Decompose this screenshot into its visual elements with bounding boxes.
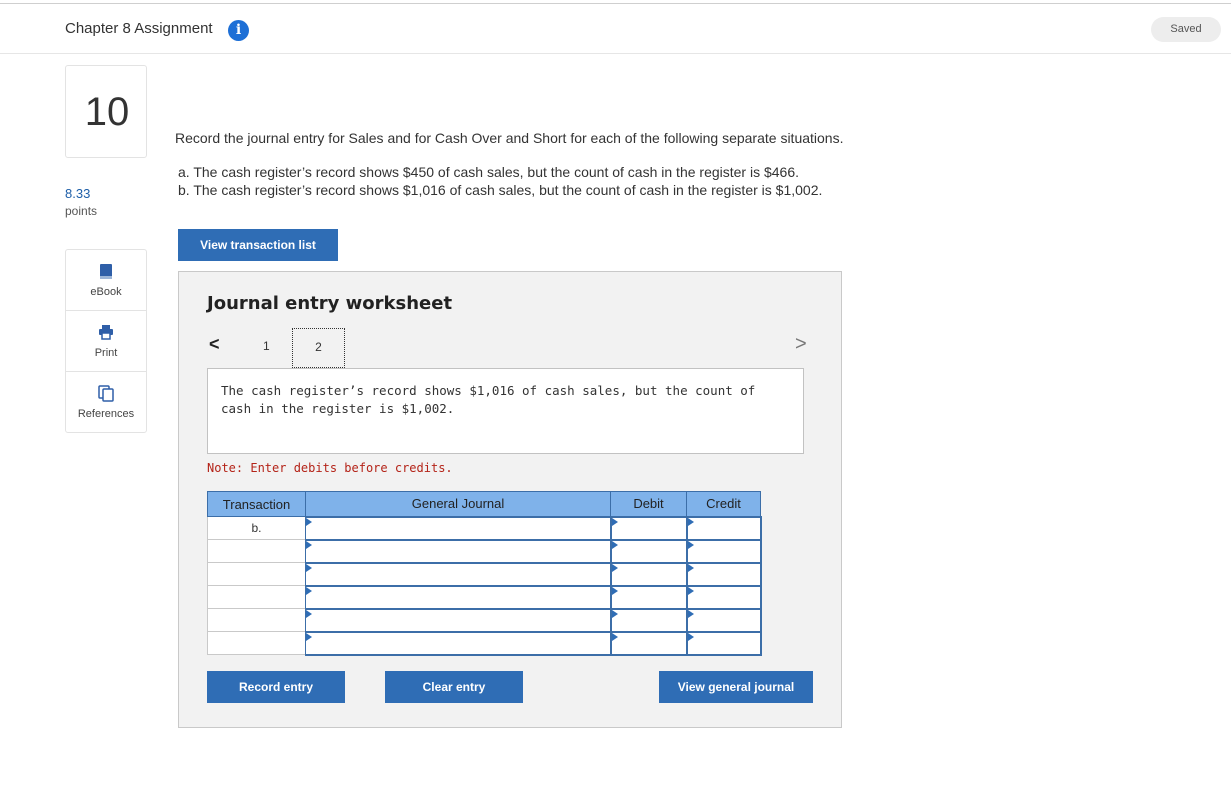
worksheet-page-1[interactable]: 1: [263, 339, 270, 353]
question-number: 10: [84, 90, 130, 134]
table-row: [208, 540, 761, 563]
dropdown-marker-icon: [306, 610, 312, 618]
input-marker-icon: [612, 541, 618, 549]
account-select[interactable]: [306, 540, 611, 563]
print-button[interactable]: [66, 311, 146, 372]
input-marker-icon: [688, 610, 694, 618]
column-header-transaction: Transaction: [208, 492, 306, 517]
ebook-label: eBook: [90, 286, 122, 298]
saved-status-badge: Saved: [1151, 17, 1221, 42]
input-marker-icon: [612, 633, 618, 641]
points-label: points: [65, 204, 98, 218]
credit-input[interactable]: [687, 517, 761, 540]
table-row: [208, 586, 761, 609]
transaction-cell: [208, 563, 306, 586]
debit-input[interactable]: [611, 540, 687, 563]
account-select[interactable]: [306, 632, 611, 655]
table-row: [208, 563, 761, 586]
column-header-general-journal: General Journal: [306, 492, 611, 517]
tools-panel: [65, 249, 147, 433]
input-marker-icon: [688, 518, 694, 526]
assignment-title: Chapter 8 Assignment: [65, 20, 213, 37]
printer-icon: [97, 323, 115, 341]
account-select[interactable]: [306, 563, 611, 586]
credit-input[interactable]: [687, 609, 761, 632]
situation-a: a. The cash register’s record shows $450 of cash sales, but the count of cash in the register is $466.: [178, 164, 800, 180]
question-prompt: Record the journal entry for Sales and for Cash Over and Short for each of the following separate situations.: [175, 130, 844, 146]
transaction-cell: [208, 540, 306, 563]
points-value: 8.33: [65, 186, 91, 201]
assignment-header: [0, 4, 1231, 54]
references-icon: [97, 384, 115, 402]
debit-input[interactable]: [611, 609, 687, 632]
print-label: Print: [94, 347, 118, 359]
chevron-right-icon[interactable]: >: [795, 333, 807, 355]
input-marker-icon: [688, 587, 694, 595]
credit-input[interactable]: [687, 540, 761, 563]
view-transaction-list-button[interactable]: View transaction list: [178, 229, 338, 261]
journal-table: [207, 491, 762, 656]
input-marker-icon: [612, 518, 618, 526]
input-marker-icon: [688, 564, 694, 572]
dropdown-marker-icon: [306, 587, 312, 595]
dropdown-marker-icon: [306, 518, 312, 526]
worksheet-title: Journal entry worksheet: [207, 293, 453, 314]
dropdown-marker-icon: [306, 564, 312, 572]
credit-input[interactable]: [687, 632, 761, 655]
account-select[interactable]: [306, 586, 611, 609]
transaction-cell: b.: [208, 517, 306, 540]
account-select[interactable]: [306, 609, 611, 632]
question-number-box: [65, 65, 147, 158]
dropdown-marker-icon: [306, 541, 312, 549]
book-icon: [97, 262, 115, 280]
table-row: [208, 517, 761, 540]
ebook-button[interactable]: [66, 250, 146, 311]
info-icon[interactable]: i: [228, 20, 249, 41]
references-label: References: [77, 408, 135, 420]
table-row: [208, 632, 761, 655]
account-select[interactable]: [306, 517, 611, 540]
input-marker-icon: [688, 541, 694, 549]
journal-entry-worksheet: [178, 271, 842, 728]
view-general-journal-button[interactable]: View general journal: [659, 671, 813, 703]
record-entry-button[interactable]: Record entry: [207, 671, 345, 703]
debit-input[interactable]: [611, 563, 687, 586]
chevron-left-icon[interactable]: <: [209, 334, 220, 354]
worksheet-page-2[interactable]: 2: [292, 328, 345, 368]
input-marker-icon: [612, 587, 618, 595]
input-marker-icon: [688, 633, 694, 641]
transaction-cell: [208, 632, 306, 655]
debit-credit-note: Note: Enter debits before credits.: [207, 461, 453, 475]
clear-entry-button[interactable]: Clear entry: [385, 671, 523, 703]
transaction-cell: [208, 586, 306, 609]
debit-input[interactable]: [611, 632, 687, 655]
debit-input[interactable]: [611, 517, 687, 540]
credit-input[interactable]: [687, 563, 761, 586]
column-header-debit: Debit: [611, 492, 687, 517]
credit-input[interactable]: [687, 586, 761, 609]
transaction-cell: [208, 609, 306, 632]
dropdown-marker-icon: [306, 633, 312, 641]
input-marker-icon: [612, 564, 618, 572]
column-header-credit: Credit: [687, 492, 761, 517]
situation-b: b. The cash register’s record shows $1,016 of cash sales, but the count of cash in the register is $1,002.: [178, 182, 823, 198]
input-marker-icon: [612, 610, 618, 618]
table-row: [208, 609, 761, 632]
debit-input[interactable]: [611, 586, 687, 609]
references-button[interactable]: [66, 372, 146, 433]
transaction-description: The cash register’s record shows $1,016 of cash sales, but the count of cash in the register is $1,002.: [207, 368, 804, 454]
